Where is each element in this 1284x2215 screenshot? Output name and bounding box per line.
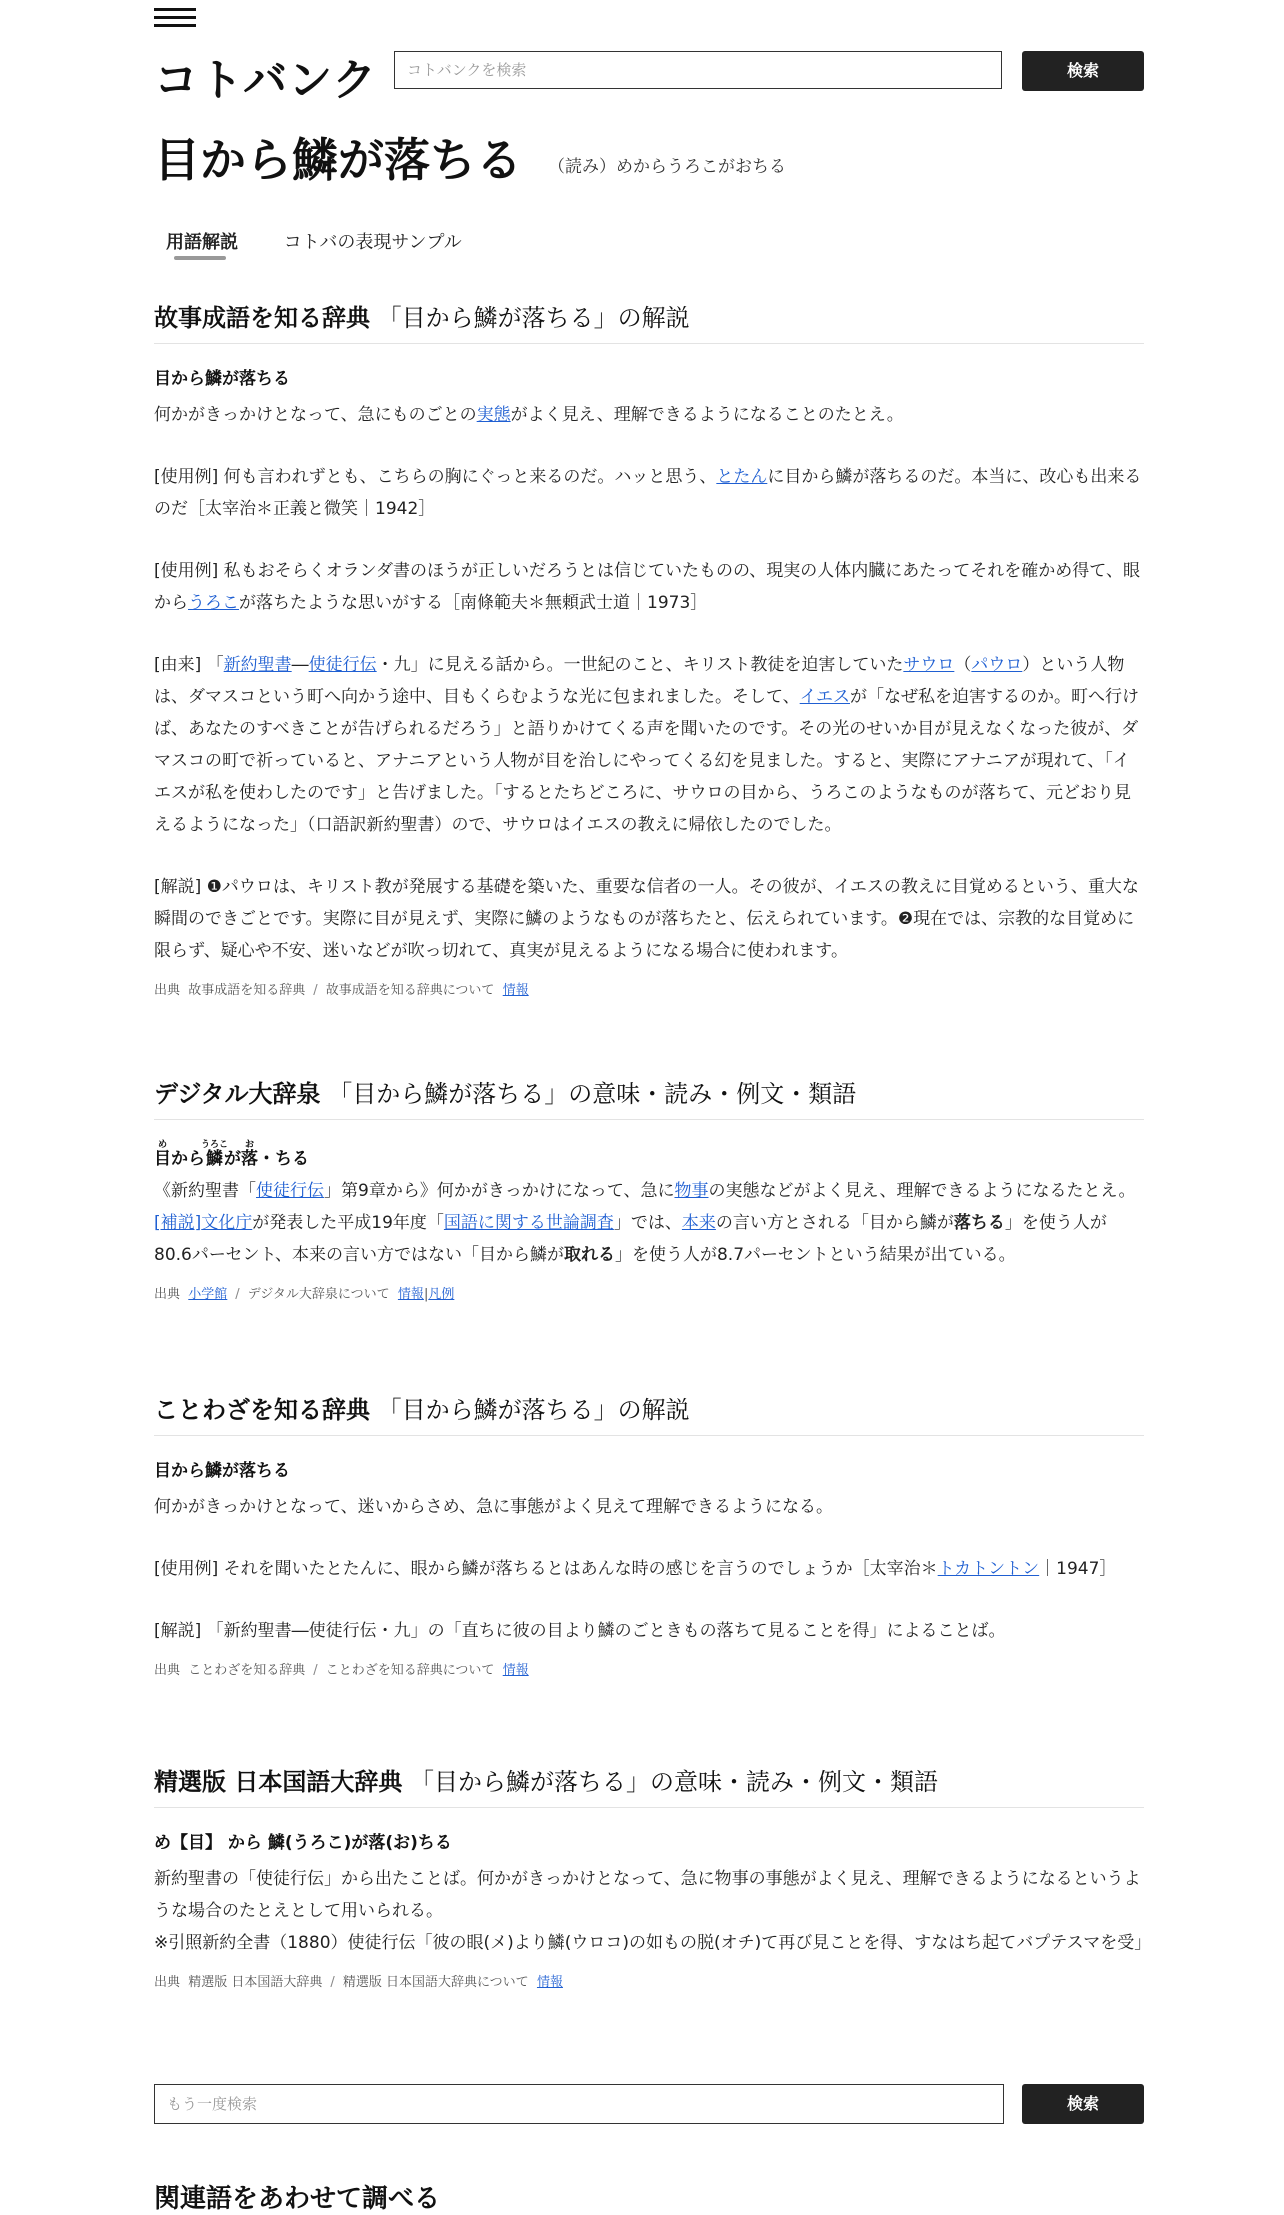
entry-term: め【目】 から 鱗(うろこ)が落(お)ちる xyxy=(154,1833,452,1853)
entry-body: 何かがきっかけとなって、迷いからさめ、急に事態がよく見えて理解できるようになる。 [使用例] それを聞いたとたんに、眼から鱗が落ちるとはあんな時の感じを言うのでしょうか［太宰治＊トカトントン｜1947］ [解説] 「新約聖書―使徒行伝・九」の「直ちに彼の目より鱗のごときもの落ちて見ることを得」によることば。 xyxy=(154,1497,1117,1641)
link-iesu[interactable]: イエス xyxy=(799,687,850,707)
source-line: 出典 小学館 / デジタル大辞泉について 情報|凡例 xyxy=(154,1287,455,1302)
publisher-link[interactable]: 小学館 xyxy=(188,1287,228,1302)
link-paulo[interactable]: パウロ xyxy=(971,655,1023,675)
entry-body: 新約聖書の「使徒行伝」から出たことば。何かがきっかけとなって、急に物事の事態がよく見え、理解できるようになるというような場合のたとえとして用いられる。 ※引照新約全書（1880）使徒行伝「彼の眼(メ)より鱗(ウロコ)の如もの脱(オチ)て再び見ことを得、すなはち起てバプテスマを受」 xyxy=(154,1869,1152,1953)
tab-samples[interactable]: コトバの表現サンプル xyxy=(283,232,462,253)
page-title: 目から鱗が落ちる xyxy=(154,133,522,187)
entry-kotowaza xyxy=(154,1390,1144,1678)
source-line: 出典 ことわざを知る辞典 / ことわざを知る辞典について 情報 xyxy=(154,1663,529,1678)
search-again-button[interactable]: 検索 xyxy=(1022,2084,1144,2124)
active-tab-indicator xyxy=(174,256,226,260)
entry-term: 目から鱗が落ちる xyxy=(154,369,290,389)
legend-link[interactable]: 凡例 xyxy=(428,1287,455,1302)
entry-body: 何かがきっかけとなって、急にものごとの実態がよく見え、理解できるようになることのたとえ。 [使用例] 何も言われずとも、こちらの胸にぐっと来るのだ。ハッと思う、とたんに目から鱗が落ちるのだ。本当に、改心も出来るのだ［太宰治＊正義と微笑｜1942］ [使用例] 私もおそらくオランダ書のほうが正しいだろうとは信じていたものの、現実の人体内臓にあたってそれを確かめ得て、眼からうろこが落ちたような思いがする［南條範夫＊無頼武士道｜1973］ [由来] 「新約聖書―使徒行伝・九」に見える話から。一世紀のこと、キリスト教徒を迫害していたサウロ（パウロ）という人物は、ダマスコという町へ向かう途中、目もくらむような光に包まれました。そして、イエスが「なぜ私を迫害するのか。町へ行けば、あなたのすべきことが告げられるだろう」と語りかけてくる声を聞いたのです。その光のせいか目が見えなくなった彼が、ダマスコの町で祈っていると、アナニアという人物が目を治しにやってくる幻を見ました。すると、実際にアナニアが現れて、「イエスが私を使わしたのです」と告げました。「するとたちどころに、サウロの目から、うろこのようなものが落ちて、元どおり見えるようになった」（口語訳新約聖書）ので、サウロはイエスの教えに帰依したのでした。 [解説] ❶パウロは、キリスト教が発展する基礎を築いた、重要な信者の一人。その彼が、イエスの教えに目覚めるという、重大な瞬間のできごとです。実際に目が見えず、実際に鱗のようなものが落ちたと、伝えられています。❷現在では、宗教的な目覚めに限らず、疑心や不安、迷いなどが吹っ切れて、真実が見えるようになる場合に使われます。 xyxy=(154,405,1142,961)
search-button[interactable]: 検索 xyxy=(1022,51,1144,91)
entry-body: 《新約聖書「使徒行伝」第9章から》何かがきっかけになって、急に物事の実態などがよく見え、理解できるようになるたとえ。 [補説]文化庁が発表した平成19年度「国語に関する世論調査」では、本来の言い方とされる「目から鱗が落ちる」を使う人が80.6パーセント、本来の言い方ではない「目から鱗が取れる」を使う人が8.7パーセントという結果が出ている。 xyxy=(154,1181,1136,1265)
entry-daijisen xyxy=(154,1074,1144,1302)
info-link[interactable]: 情報 xyxy=(397,1287,424,1302)
source-line: 出典 故事成語を知る辞典 / 故事成語を知る辞典について 情報 xyxy=(154,983,529,998)
link-uroko[interactable]: うろこ xyxy=(188,593,239,613)
page-reading: （読み）めからうろこがおちる xyxy=(548,157,786,177)
site-logo[interactable]: コトバンク xyxy=(154,55,378,106)
section-heading: 故事成語を知る辞典 「目から鱗が落ちる」の解説 xyxy=(154,298,1144,344)
link-jittai[interactable]: 実態 xyxy=(476,405,511,425)
source-line: 出典 精選版 日本国語大辞典 / 精選版 日本国語大辞典について 情報 xyxy=(154,1975,563,1990)
link-totan[interactable]: とたん xyxy=(716,467,768,487)
entry-nikkoku xyxy=(154,1762,1152,1990)
link-shitogyoden[interactable]: 使徒行伝 xyxy=(308,655,377,675)
section-heading: デジタル大辞泉 「目から鱗が落ちる」の意味・読み・例文・類語 xyxy=(154,1074,1144,1120)
section-heading: 精選版 日本国語大辞典 「目から鱗が落ちる」の意味・読み・例文・類語 xyxy=(154,1762,1144,1808)
entry-term: 目めから鱗うろこが落お・ちる xyxy=(154,1140,309,1169)
link-bunkacho[interactable]: 文化庁 xyxy=(201,1213,253,1233)
link-tokatonton[interactable]: トカトントン xyxy=(937,1559,1040,1579)
link-honrai[interactable]: 本来 xyxy=(681,1213,716,1233)
link-shitogyoden[interactable]: 使徒行伝 xyxy=(256,1181,324,1201)
menu-icon[interactable] xyxy=(154,8,196,30)
link-saulo[interactable]: サウロ xyxy=(903,655,955,675)
tab-glossary[interactable]: 用語解説 xyxy=(166,232,238,253)
section-heading: ことわざを知る辞典 「目から鱗が落ちる」の解説 xyxy=(154,1390,1144,1436)
search-again-input[interactable]: もう一度検索 xyxy=(154,2084,1004,2124)
info-link[interactable]: 情報 xyxy=(536,1975,563,1990)
related-heading: 関連語をあわせて調べる xyxy=(154,2184,441,2214)
entry-koji xyxy=(154,298,1144,998)
link-monogoto[interactable]: 物事 xyxy=(674,1181,709,1201)
search-input[interactable]: コトバンクを検索 xyxy=(394,51,1002,89)
tab-bar xyxy=(166,228,502,254)
link-hosetsu[interactable]: [補説] xyxy=(154,1213,202,1233)
info-link[interactable]: 情報 xyxy=(502,983,529,998)
info-link[interactable]: 情報 xyxy=(502,1663,529,1678)
entry-term: 目から鱗が落ちる xyxy=(154,1461,290,1481)
link-shinyaku[interactable]: 新約聖書 xyxy=(223,655,292,675)
link-yoron[interactable]: 国語に関する世論調査 xyxy=(443,1213,614,1233)
